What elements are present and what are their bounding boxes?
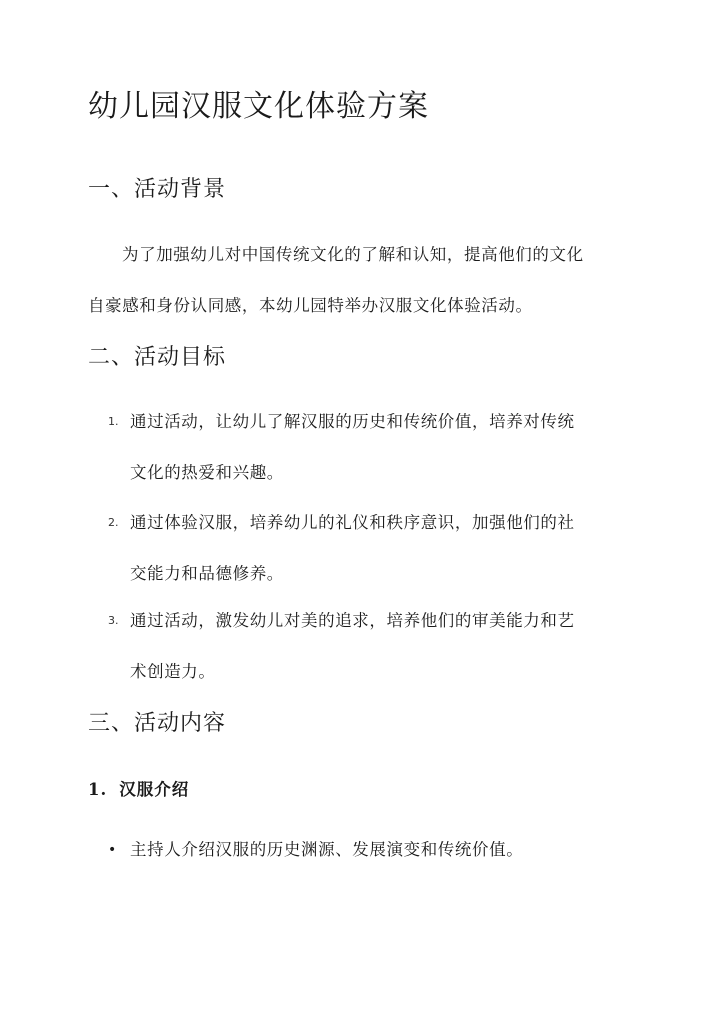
paragraph-line: 自豪感和身份认同感，本幼儿园特举办汉服文化体验活动。 (88, 296, 533, 315)
subsection-heading (88, 777, 189, 803)
list-item-line: 术创造力。 (130, 662, 216, 681)
list-number: 3. (108, 614, 119, 627)
bullet-text: 主持人介绍汉服的历史渊源、发展演变和传统价值。 (130, 840, 524, 859)
list-item-line: 文化的热爱和兴趣。 (130, 463, 284, 482)
list-item-text (130, 396, 630, 498)
list-item-line: 通过活动，让幼儿了解汉服的历史和传统价值，培养对传统 (130, 412, 575, 431)
bullet-icon: • (108, 842, 117, 858)
list-item-text (130, 497, 630, 599)
background-paragraph (88, 229, 632, 331)
subsection-title: 汉服介绍 (119, 780, 190, 799)
section-heading-goals: 二、活动目标 (88, 345, 227, 370)
document-title: 幼儿园汉服文化体验方案 (88, 89, 429, 124)
list-number: 2. (108, 516, 119, 529)
list-item-line: 交能力和品德修养。 (130, 564, 284, 583)
list-item-line: 通过体验汉服，培养幼儿的礼仪和秩序意识，加强他们的社 (130, 513, 575, 532)
list-number: 1. (108, 415, 119, 428)
paragraph-line: 为了加强幼儿对中国传统文化的了解和认知，提高他们的文化 (122, 245, 584, 264)
list-item-line: 通过活动，激发幼儿对美的追求，培养他们的审美能力和艺 (130, 611, 575, 630)
section-heading-content: 三、活动内容 (88, 711, 227, 736)
list-item-text (130, 595, 630, 697)
subsection-number: 1. (88, 780, 108, 799)
section-heading-background: 一、活动背景 (88, 177, 227, 202)
